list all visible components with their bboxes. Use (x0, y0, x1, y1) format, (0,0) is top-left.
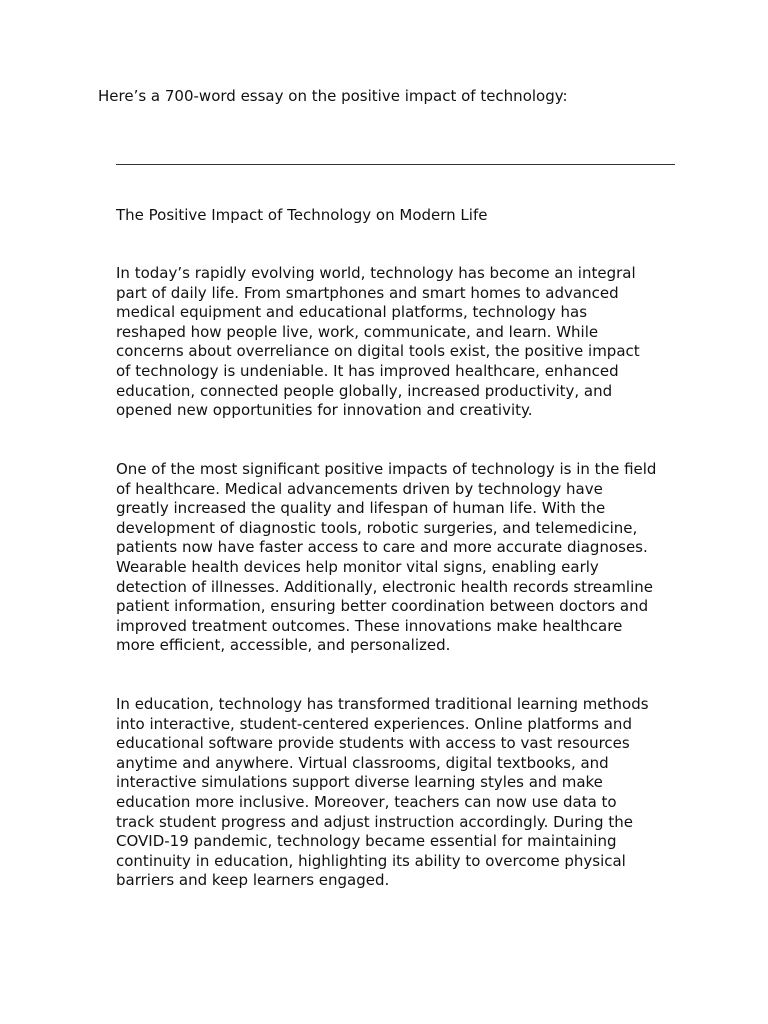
essay-paragraph-1 (116, 264, 682, 421)
paragraph-line: opened new opportunities for innovation and creativity. (116, 401, 533, 420)
paragraph-line: education more inclusive. Moreover, teachers can now use data to (116, 792, 617, 811)
paragraph-line: greatly increased the quality and lifespan of human life. With the (116, 499, 606, 518)
paragraph-line: patients now have faster access to care and more accurate diagnoses. (116, 538, 648, 557)
paragraph-line: In today’s rapidly evolving world, technology has become an integral (116, 264, 636, 282)
paragraph-line: Wearable health devices help monitor vital signs, enabling early (116, 557, 599, 576)
paragraph-line: into interactive, student-centered experiences. Online platforms and (116, 714, 632, 733)
paragraph-line: concerns about overreliance on digital tools exist, the positive impact (116, 342, 640, 361)
essay-paragraph-2 (116, 460, 682, 656)
paragraph-line: COVID-19 pandemic, technology became essential for maintaining (116, 832, 617, 851)
paragraph-line: education, connected people globally, increased productivity, and (116, 381, 613, 400)
paragraph-line: medical equipment and educational platforms, technology has (116, 303, 588, 322)
paragraph-line: development of diagnostic tools, robotic surgeries, and telemedicine, (116, 518, 638, 537)
paragraph-line: In education, technology has transformed traditional learning methods (116, 695, 649, 713)
paragraph-line: anytime and anywhere. Virtual classrooms, digital textbooks, and (116, 753, 609, 772)
paragraph-line: barriers and keep learners engaged. (116, 871, 390, 890)
paragraph-line: part of daily life. From smartphones and smart homes to advanced (116, 283, 619, 302)
paragraph-line: educational software provide students with access to vast resources (116, 734, 630, 753)
paragraph-line: interactive simulations support diverse learning styles and make (116, 773, 603, 792)
paragraph-line: of technology is undeniable. It has improved healthcare, enhanced (116, 361, 619, 380)
paragraph-line: track student progress and adjust instruction accordingly. During the (116, 812, 633, 831)
paragraph-line: more efficient, accessible, and personalized. (116, 636, 451, 655)
paragraph-line: continuity in education, highlighting its ability to overcome physical (116, 851, 626, 870)
paragraph-line: patient information, ensuring better coordination between doctors and (116, 597, 649, 616)
essay-paragraph-3 (116, 695, 682, 891)
paragraph-line: improved treatment outcomes. These innovations make healthcare (116, 616, 623, 635)
intro-line: Here’s a 700-word essay on the positive impact of technology: (98, 87, 568, 105)
horizontal-rule (116, 164, 675, 165)
paragraph-line: of healthcare. Medical advancements driven by technology have (116, 479, 603, 498)
paragraph-line: detection of illnesses. Additionally, electronic health records streamline (116, 577, 654, 596)
essay-title: The Positive Impact of Technology on Modern Life (116, 206, 488, 224)
paragraph-line: reshaped how people live, work, communicate, and learn. While (116, 322, 599, 341)
paragraph-line: One of the most significant positive impacts of technology is in the field (116, 460, 657, 478)
